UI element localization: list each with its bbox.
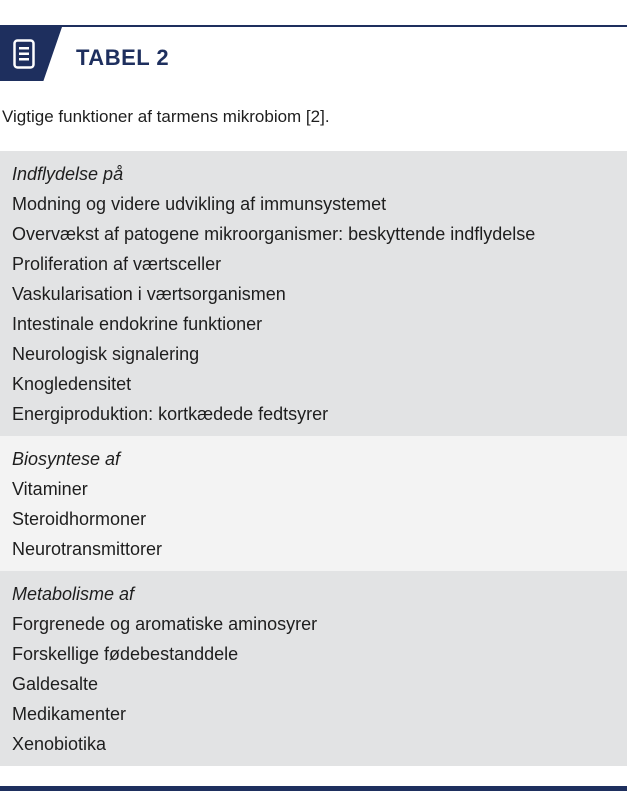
group-metabolisme <box>0 571 627 766</box>
table-header <box>0 27 627 83</box>
table-row: Steroidhormoner <box>12 509 147 529</box>
table-row: Forgrenede og aromatiske aminosyrer <box>12 614 318 634</box>
table-row: Vitaminer <box>12 479 88 499</box>
table-badge <box>0 27 62 81</box>
table-row: Neurologisk signalering <box>12 344 200 364</box>
table-row: Galdesalte <box>12 674 99 694</box>
table-row: Xenobiotika <box>12 734 107 754</box>
table-title: TABEL 2 <box>76 45 170 70</box>
function-table <box>0 151 627 766</box>
group-heading: Indflydelse på <box>12 164 124 184</box>
table-row: Overvækst af patogene mikroorganismer: beskyttende indflydelse <box>12 224 536 244</box>
table-row: Neurotransmittorer <box>12 539 163 559</box>
bottom-rule <box>0 786 627 791</box>
table-row: Medikamenter <box>12 704 127 724</box>
table-row: Forskellige fødebestanddele <box>12 644 239 664</box>
table-row: Knogledensitet <box>12 374 132 394</box>
group-biosyntese <box>0 436 627 571</box>
table-row: Intestinale endokrine funktioner <box>12 314 263 334</box>
group-indflydelse <box>0 151 627 436</box>
table-row: Vaskularisation i værtsorganismen <box>12 284 286 304</box>
table-caption: Vigtige funktioner af tarmens mikrobiom [2]. <box>2 107 330 126</box>
group-heading: Biosyntese af <box>12 449 121 469</box>
table-row: Modning og videre udvikling af immunsystemet <box>12 194 387 214</box>
group-heading: Metabolisme af <box>12 584 135 604</box>
table-row: Proliferation af værtsceller <box>12 254 222 274</box>
table-row: Energiproduktion: kortkædede fedtsyrer <box>12 404 329 424</box>
document-list-icon <box>13 39 35 69</box>
